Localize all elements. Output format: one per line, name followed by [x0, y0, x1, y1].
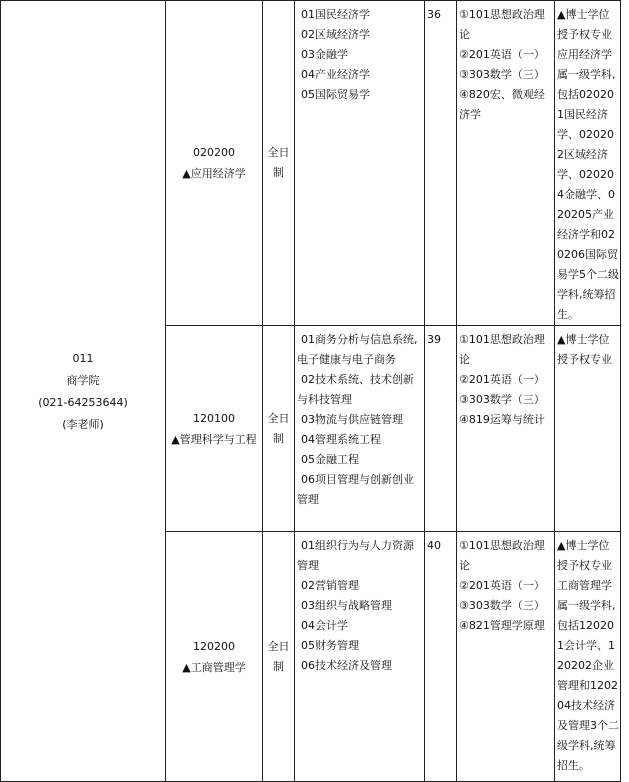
college-code: 011 — [72, 351, 94, 365]
direction-item: 02营销管理 — [301, 579, 359, 592]
direction-item: 04产业经济学 — [301, 68, 370, 81]
notes-cell: ▲博士学位授予权专业 — [555, 326, 621, 532]
major-name: ▲工商管理学 — [182, 660, 246, 674]
direction-item: 01商务分析与信息系统,电子健康与电子商务 — [297, 333, 418, 366]
major-name: ▲管理科学与工程 — [171, 432, 257, 446]
college-contact: (李老师) — [62, 417, 104, 431]
direction-item: 06项目管理与创新创业管理 — [297, 473, 414, 506]
direction-item: 04管理系统工程 — [301, 433, 381, 446]
study-mode-cell: 全日制 — [263, 326, 295, 532]
direction-item: 01国民经济学 — [301, 8, 370, 21]
quota-cell: 40 — [425, 532, 457, 782]
notes-cell: ▲博士学位授予权专业应用经济学属一级学科,包括020201国民经济学、020202区域经济学、020204金融学、020205产业经济学和020206国际贸易学5个二级学科,统筹招生。 — [555, 1, 621, 326]
direction-item: 03物流与供应链管理 — [301, 413, 403, 426]
direction-item: 05国际贸易学 — [301, 88, 370, 101]
major-code: 020200 — [193, 146, 235, 159]
study-mode-cell: 全日制 — [263, 1, 295, 326]
direction-item: 01组织行为与人力资源管理 — [297, 539, 414, 572]
exam-item: ③303数学（三） — [459, 393, 545, 406]
exam-item: ③303数学（三） — [459, 68, 545, 81]
major-cell — [166, 532, 263, 782]
quota-cell: 36 — [425, 1, 457, 326]
major-code: 120100 — [193, 411, 235, 425]
direction-item: 06技术经济及管理 — [301, 659, 392, 672]
quota-cell: 39 — [425, 326, 457, 532]
direction-item: 03组织与战略管理 — [301, 599, 392, 612]
directions-cell — [295, 1, 425, 326]
direction-item: 05金融工程 — [301, 453, 359, 466]
directions-cell — [295, 326, 425, 532]
exam-item: ①101思想政治理论 — [459, 8, 545, 41]
college-name: 商学院 — [66, 373, 100, 387]
exam-item: ①101思想政治理论 — [459, 539, 545, 572]
exam-item: ①101思想政治理论 — [459, 333, 545, 366]
exam-item: ②201英语（一） — [459, 373, 545, 386]
study-mode-cell: 全日制 — [263, 532, 295, 782]
direction-item: 02区域经济学 — [301, 28, 370, 41]
notes-cell: ▲博士学位授予权专业工商管理学属一级学科,包括120201会计学、120202企业管理和120204技术经济及管理3个二级学科,统筹招生。 — [555, 532, 621, 782]
directions-cell — [295, 532, 425, 782]
major-cell — [166, 1, 263, 326]
exam-item: ④820宏、微观经济学 — [459, 88, 545, 121]
direction-item: 02技术系统、技术创新与科技管理 — [297, 373, 414, 406]
major-name: ▲应用经济学 — [182, 167, 246, 180]
exam-item: ④821管理学原理 — [459, 619, 545, 632]
college-cell — [1, 1, 166, 782]
direction-item: 04会计学 — [301, 619, 348, 632]
direction-item: 03金融学 — [301, 48, 348, 61]
exams-cell — [457, 1, 555, 326]
major-cell — [166, 326, 263, 532]
major-code: 120200 — [193, 639, 235, 653]
exams-cell — [457, 326, 555, 532]
exam-item: ③303数学（三） — [459, 599, 545, 612]
exam-item: ②201英语（一） — [459, 48, 545, 61]
direction-item: 05财务管理 — [301, 639, 359, 652]
exam-item: ④819运筹与统计 — [459, 413, 545, 426]
exam-item: ②201英语（一） — [459, 579, 545, 592]
college-phone: (021-64253644) — [38, 395, 128, 409]
exams-cell — [457, 532, 555, 782]
table-row — [1, 1, 621, 326]
